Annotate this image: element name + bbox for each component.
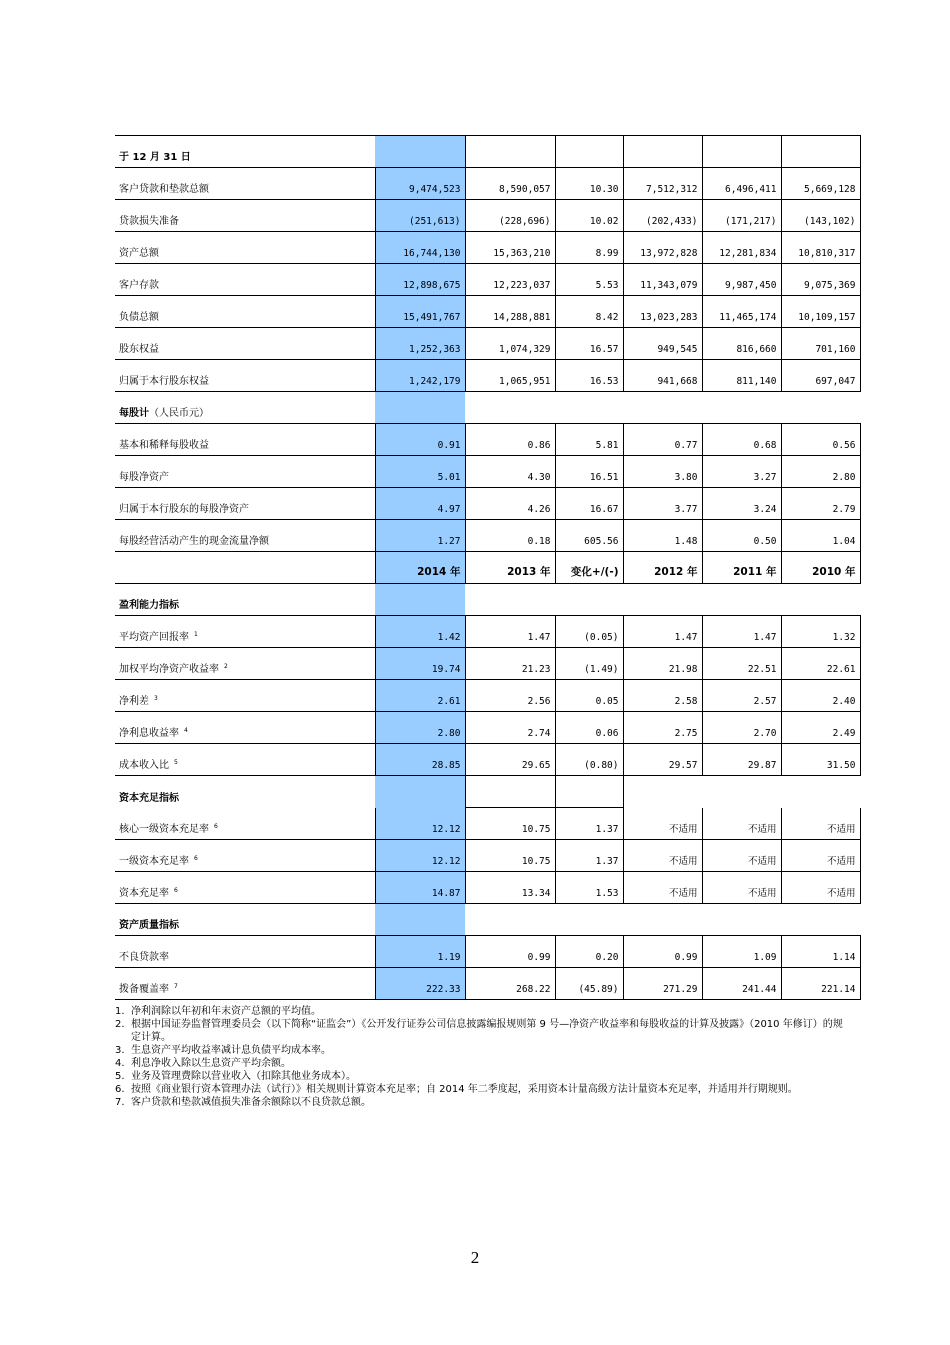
value-cell: 2.58 (623, 680, 702, 712)
value-cell: (0.80) (555, 744, 623, 776)
value-cell: 0.06 (555, 712, 623, 744)
section-label (115, 776, 375, 808)
table-row (115, 840, 860, 872)
value-cell: 29.87 (702, 744, 781, 776)
value-cell: 16,744,130 (375, 232, 465, 264)
value-cell: 701,160 (781, 328, 860, 360)
value-cell: 13,023,283 (623, 296, 702, 328)
value-cell: 15,491,767 (375, 296, 465, 328)
value-cell: 10.75 (465, 840, 555, 872)
column-header: 2013 年 (465, 552, 555, 584)
value-cell: 816,660 (702, 328, 781, 360)
row-label-text: 每股经营活动产生的现金流量净额 (119, 536, 269, 547)
table-row (115, 648, 860, 680)
value-cell: 0.05 (555, 680, 623, 712)
row-label-text: 资本充足率 (119, 888, 169, 899)
row-label-text: 每股净资产 (119, 472, 169, 483)
highlight-cell (375, 392, 465, 424)
table-row (115, 520, 860, 552)
table-row (115, 296, 860, 328)
value-cell: 7,512,312 (623, 168, 702, 200)
value-cell: (1.49) (555, 648, 623, 680)
row-label (115, 744, 375, 776)
row-label (115, 968, 375, 1000)
value-cell: 12.12 (375, 808, 465, 840)
section-header-row (115, 904, 860, 936)
row-label (115, 424, 375, 456)
row-label (115, 712, 375, 744)
value-cell: 不适用 (781, 872, 860, 904)
row-label (115, 296, 375, 328)
column-header: 2014 年 (375, 552, 465, 584)
value-cell: 3.24 (702, 488, 781, 520)
table-row (115, 808, 860, 840)
row-label-text: 净利差 (119, 696, 149, 707)
value-cell: 21.23 (465, 648, 555, 680)
value-cell: 22.51 (702, 648, 781, 680)
page-number: 2 (470, 1248, 480, 1267)
value-cell: 16.53 (555, 360, 623, 392)
column-header-row (115, 552, 860, 584)
footnote-item (115, 1096, 850, 1109)
value-cell: 11,465,174 (702, 296, 781, 328)
table-row (115, 744, 860, 776)
table-row (115, 264, 860, 296)
footnotes (115, 1005, 850, 1109)
value-cell: 2.75 (623, 712, 702, 744)
footnote-number: 3. (115, 1045, 125, 1056)
value-cell: 1.14 (781, 936, 860, 968)
value-cell: 2.40 (781, 680, 860, 712)
value-cell: 11,343,079 (623, 264, 702, 296)
empty-cell (555, 136, 623, 168)
footnote-text: 净利润除以年初和年末资产总额的平均值。 (131, 1006, 321, 1017)
value-cell: 1.42 (375, 616, 465, 648)
row-label (115, 520, 375, 552)
footnote-ref: 6 (214, 822, 218, 830)
row-label (115, 840, 375, 872)
value-cell: 0.99 (465, 936, 555, 968)
footnote-ref: 6 (194, 854, 198, 862)
section-label (115, 584, 375, 616)
empty-cell (465, 392, 555, 424)
value-cell: 22.61 (781, 648, 860, 680)
value-cell: 811,140 (702, 360, 781, 392)
section-header-row (115, 392, 860, 424)
footnote-number: 7. (115, 1097, 125, 1108)
value-cell: 29.57 (623, 744, 702, 776)
value-cell: 13.34 (465, 872, 555, 904)
row-label (115, 936, 375, 968)
column-header: 2010 年 (781, 552, 860, 584)
value-cell: 1.53 (555, 872, 623, 904)
empty-cell (702, 904, 781, 936)
header-blank (115, 552, 375, 584)
value-cell: 8.99 (555, 232, 623, 264)
empty-cell (702, 136, 781, 168)
table-row (115, 328, 860, 360)
value-cell: 1.04 (781, 520, 860, 552)
value-cell: 0.50 (702, 520, 781, 552)
section-label (115, 136, 375, 168)
value-cell: 9,075,369 (781, 264, 860, 296)
footnote-ref: 2 (224, 662, 228, 670)
value-cell: 16.51 (555, 456, 623, 488)
row-label-text: 负债总额 (119, 312, 159, 323)
value-cell: 12.12 (375, 840, 465, 872)
footnote-text: 生息资产平均收益率减计息负债平均成本率。 (131, 1045, 331, 1056)
section-title: 每股计 (119, 408, 149, 419)
footnote-item (115, 1070, 850, 1083)
empty-cell (555, 392, 623, 424)
value-cell: 0.99 (623, 936, 702, 968)
row-label-text: 一级资本充足率 (119, 856, 189, 867)
row-label-text: 平均资产回报率 (119, 632, 189, 643)
value-cell: 1.19 (375, 936, 465, 968)
value-cell: 4.26 (465, 488, 555, 520)
row-label-text: 核心一级资本充足率 (119, 824, 209, 835)
value-cell: 3.27 (702, 456, 781, 488)
value-cell: 2.80 (375, 712, 465, 744)
value-cell: 5.01 (375, 456, 465, 488)
value-cell: 241.44 (702, 968, 781, 1000)
value-cell: 1,242,179 (375, 360, 465, 392)
value-cell: 941,668 (623, 360, 702, 392)
table-row (115, 872, 860, 904)
row-label-text: 加权平均净资产收益率 (119, 664, 219, 675)
footnote-number: 2. (115, 1019, 125, 1030)
value-cell: 14.87 (375, 872, 465, 904)
footnote-item (115, 1083, 850, 1096)
section-title: 资本充足指标 (119, 792, 179, 804)
value-cell: 4.97 (375, 488, 465, 520)
section-label (115, 904, 375, 936)
value-cell: 4.30 (465, 456, 555, 488)
value-cell: 1.27 (375, 520, 465, 552)
highlight-cell (375, 136, 465, 168)
footnote-text: 按照《商业银行资本管理办法（试行）》相关规则计算资本充足率；自 2014 年二季度起，采用资本计量高级方法计量资本充足率，并适用并行期规则。 (131, 1084, 798, 1095)
empty-cell (465, 584, 555, 616)
section-header-row (115, 584, 860, 616)
section-title: 于 12 月 31 日 (119, 152, 191, 163)
value-cell: 12,223,037 (465, 264, 555, 296)
section-header-row (115, 776, 860, 808)
value-cell: 1,252,363 (375, 328, 465, 360)
value-cell: 15,363,210 (465, 232, 555, 264)
value-cell: 1,074,329 (465, 328, 555, 360)
value-cell: 271.29 (623, 968, 702, 1000)
value-cell: 6,496,411 (702, 168, 781, 200)
financial-summary-table (115, 135, 861, 1000)
row-label-text: 贷款损失准备 (119, 216, 179, 227)
value-cell: 不适用 (702, 808, 781, 840)
value-cell: 3.80 (623, 456, 702, 488)
value-cell: (251,613) (375, 200, 465, 232)
empty-cell (623, 904, 702, 936)
value-cell: (228,696) (465, 200, 555, 232)
empty-cell (781, 136, 860, 168)
row-label-text: 客户存款 (119, 280, 159, 291)
footnote-item (115, 1057, 850, 1070)
value-cell: 268.22 (465, 968, 555, 1000)
table-row (115, 200, 860, 232)
row-label (115, 488, 375, 520)
value-cell: 1.32 (781, 616, 860, 648)
value-cell: 697,047 (781, 360, 860, 392)
section-label (115, 392, 375, 424)
footnote-ref: 1 (194, 630, 198, 638)
empty-cell (623, 584, 702, 616)
value-cell: 2.79 (781, 488, 860, 520)
row-label (115, 264, 375, 296)
value-cell: 1,065,951 (465, 360, 555, 392)
value-cell: 16.57 (555, 328, 623, 360)
value-cell: 222.33 (375, 968, 465, 1000)
value-cell: 12,898,675 (375, 264, 465, 296)
section-header-row (115, 136, 860, 168)
table-row (115, 424, 860, 456)
empty-cell (465, 136, 555, 168)
value-cell: 5,669,128 (781, 168, 860, 200)
value-cell: 5.53 (555, 264, 623, 296)
footnote-text: 利息净收入除以生息资产平均余额。 (131, 1058, 291, 1069)
section-title: 盈利能力指标 (119, 600, 179, 611)
footnote-text: 业务及管理费除以营业收入（扣除其他业务成本）。 (131, 1071, 356, 1082)
value-cell: 1.47 (702, 616, 781, 648)
value-cell: 不适用 (781, 808, 860, 840)
value-cell: 8.42 (555, 296, 623, 328)
column-header: 变化+/(-) (555, 552, 623, 584)
row-label (115, 232, 375, 264)
value-cell: 不适用 (781, 840, 860, 872)
footnote-ref: 7 (174, 982, 178, 990)
footnote-ref: 3 (154, 694, 158, 702)
footnote-ref: 4 (184, 726, 188, 734)
value-cell: 10,109,157 (781, 296, 860, 328)
footnote-item (115, 1044, 850, 1057)
value-cell: (202,433) (623, 200, 702, 232)
empty-cell (781, 584, 860, 616)
value-cell: 3.77 (623, 488, 702, 520)
value-cell: 605.56 (555, 520, 623, 552)
row-label (115, 648, 375, 680)
value-cell: 10.02 (555, 200, 623, 232)
value-cell: 10.75 (465, 808, 555, 840)
empty-cell (702, 392, 781, 424)
empty-cell (781, 392, 860, 424)
row-label (115, 808, 375, 840)
footnote-ref: 6 (174, 886, 178, 894)
value-cell: 1.47 (465, 616, 555, 648)
table-row (115, 616, 860, 648)
footnote-item (115, 1005, 850, 1018)
empty-cell (623, 136, 702, 168)
highlight-cell (375, 584, 465, 616)
value-cell: 0.56 (781, 424, 860, 456)
value-cell: 8,590,057 (465, 168, 555, 200)
value-cell: 不适用 (623, 808, 702, 840)
table-row (115, 680, 860, 712)
value-cell: (45.89) (555, 968, 623, 1000)
row-label-text: 成本收入比 (119, 760, 169, 771)
value-cell: 不适用 (702, 872, 781, 904)
section-unit: （人民币元） (149, 408, 209, 419)
value-cell: 1.47 (623, 616, 702, 648)
value-cell: 2.80 (781, 456, 860, 488)
value-cell: 2.74 (465, 712, 555, 744)
empty-cell (623, 776, 702, 808)
value-cell: 1.48 (623, 520, 702, 552)
value-cell: 5.81 (555, 424, 623, 456)
value-cell: 0.91 (375, 424, 465, 456)
column-header: 2011 年 (702, 552, 781, 584)
value-cell: 0.68 (702, 424, 781, 456)
value-cell: 不适用 (702, 840, 781, 872)
value-cell: 29.65 (465, 744, 555, 776)
value-cell: 19.74 (375, 648, 465, 680)
section-title: 资产质量指标 (119, 920, 179, 931)
footnote-number: 5. (115, 1071, 125, 1082)
value-cell: 0.18 (465, 520, 555, 552)
empty-cell (623, 392, 702, 424)
empty-cell (555, 584, 623, 616)
empty-cell (465, 904, 555, 936)
value-cell: 14,288,881 (465, 296, 555, 328)
row-label (115, 328, 375, 360)
table-row (115, 360, 860, 392)
row-label (115, 872, 375, 904)
value-cell: 0.77 (623, 424, 702, 456)
column-header: 2012 年 (623, 552, 702, 584)
empty-cell (702, 584, 781, 616)
value-cell: 10.30 (555, 168, 623, 200)
row-label-text: 净利息收益率 (119, 728, 179, 739)
value-cell: 31.50 (781, 744, 860, 776)
table-row (115, 968, 860, 1000)
empty-cell (555, 904, 623, 936)
footnote-text: 客户贷款和垫款减值损失准备余额除以不良贷款总额。 (131, 1097, 371, 1108)
value-cell: 9,474,523 (375, 168, 465, 200)
row-label (115, 168, 375, 200)
value-cell: 28.85 (375, 744, 465, 776)
value-cell: (0.05) (555, 616, 623, 648)
value-cell: 0.20 (555, 936, 623, 968)
value-cell: 16.67 (555, 488, 623, 520)
value-cell: 1.09 (702, 936, 781, 968)
value-cell: 2.57 (702, 680, 781, 712)
value-cell: 2.56 (465, 680, 555, 712)
row-label-text: 拨备覆盖率 (119, 984, 169, 995)
value-cell: 13,972,828 (623, 232, 702, 264)
row-label-text: 归属于本行股东的每股净资产 (119, 504, 249, 515)
empty-cell (781, 904, 860, 936)
value-cell: 不适用 (623, 872, 702, 904)
value-cell: 2.70 (702, 712, 781, 744)
value-cell: 9,987,450 (702, 264, 781, 296)
value-cell: 12,281,834 (702, 232, 781, 264)
footnote-number: 6. (115, 1084, 125, 1095)
footnote-number: 4. (115, 1058, 125, 1069)
value-cell: (171,217) (702, 200, 781, 232)
highlight-cell (375, 904, 465, 936)
empty-cell (555, 776, 623, 808)
value-cell: (143,102) (781, 200, 860, 232)
table-row (115, 168, 860, 200)
footnote-item (115, 1018, 850, 1044)
value-cell: 2.49 (781, 712, 860, 744)
table-row (115, 488, 860, 520)
row-label-text: 归属于本行股东权益 (119, 376, 209, 387)
value-cell: 1.37 (555, 808, 623, 840)
value-cell: 221.14 (781, 968, 860, 1000)
table-row (115, 936, 860, 968)
highlight-cell (375, 776, 465, 808)
row-label (115, 200, 375, 232)
table-row (115, 232, 860, 264)
row-label (115, 360, 375, 392)
row-label-text: 资产总额 (119, 248, 159, 259)
empty-cell (781, 776, 860, 808)
row-label-text: 不良贷款率 (119, 952, 169, 963)
footnote-text: 根据中国证券监督管理委员会（以下简称“证监会”）《公开发行证券公司信息披露编报规则第 9 号—净资产收益率和每股收益的计算及披露》（2010 年修订）的规定计算。 (131, 1019, 843, 1043)
table-row (115, 456, 860, 488)
value-cell: 不适用 (623, 840, 702, 872)
table-row (115, 712, 860, 744)
value-cell: 21.98 (623, 648, 702, 680)
value-cell: 0.86 (465, 424, 555, 456)
empty-cell (702, 776, 781, 808)
footnote-number: 1. (115, 1006, 125, 1017)
row-label (115, 456, 375, 488)
row-label-text: 客户贷款和垫款总额 (119, 184, 209, 195)
row-label (115, 616, 375, 648)
row-label-text: 股东权益 (119, 344, 159, 355)
footnote-ref: 5 (174, 758, 178, 766)
value-cell: 10,810,317 (781, 232, 860, 264)
value-cell: 949,545 (623, 328, 702, 360)
row-label-text: 基本和稀释每股收益 (119, 440, 209, 451)
row-label (115, 680, 375, 712)
value-cell: 2.61 (375, 680, 465, 712)
empty-cell (465, 776, 555, 808)
value-cell: 1.37 (555, 840, 623, 872)
